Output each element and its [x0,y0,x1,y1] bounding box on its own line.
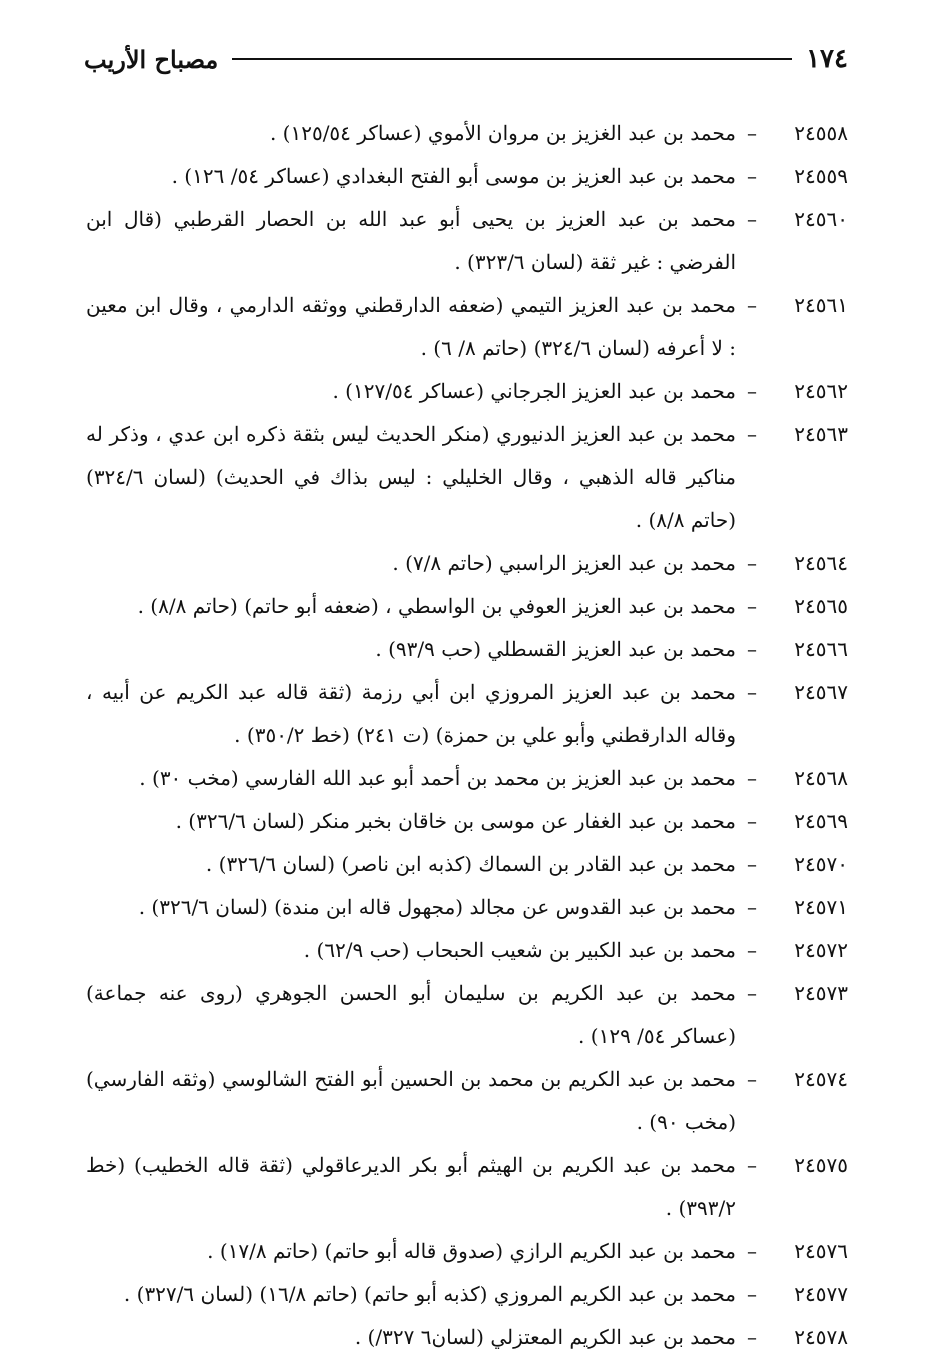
entry-number: ٢٤٥٧٧ [794,1282,848,1306]
entry-number: ٢٤٥٥٨ [794,121,848,145]
entry-number: ٢٤٥٧١ [794,895,848,919]
entry-dash: – [747,981,757,1005]
entry-dash: – [747,551,757,575]
entry-dash: – [747,293,757,317]
entry-dash: – [747,809,757,833]
entry-text: محمد بن عبد العزيز بن موسى أبو الفتح البغدادي (عساكر ٥٤/ ١٢٦) . [171,164,736,188]
entry-dash: – [747,852,757,876]
entry-number: ٢٤٥٧٤ [794,1067,848,1091]
book-title: مصباح الأريب [84,44,219,74]
entry-text: محمد بن عبد العزيز الجرجاني (عساكر ١٢٧/٥٤) . [332,379,736,403]
entry-text: محمد بن عبد القادر بن السماك (كذبه ابن ناصر) (لسان ٣٢٦/٦) . [205,852,736,876]
entry-text: محمد بن عبد الكريم الرازي (صدوق قاله أبو حاتم) (حاتم ١٧/٨) . [207,1239,736,1263]
entry-number: ٢٤٥٧٠ [794,852,848,876]
list-item [86,886,848,929]
entry-number: ٢٤٥٧٢ [794,938,848,962]
entry-dash: – [747,121,757,145]
entry-number: ٢٤٥٦٣ [794,422,848,446]
entry-number: ٢٤٥٧٦ [794,1239,848,1263]
list-item [86,929,848,972]
running-header [84,38,848,80]
entry-number: ٢٤٥٦٢ [794,379,848,403]
entry-dash: – [747,594,757,618]
header-rule [232,58,792,60]
page-number: ١٧٤ [806,44,848,74]
entry-text: محمد بن عبد العزيز القسطلي (حب ٩٣/٩) . [375,637,736,661]
entry-text: محمد بن عبد العزيز الراسبي (حاتم ٧/٨) . [392,551,736,575]
entry-dash: – [747,1282,757,1306]
entry-dash: – [747,766,757,790]
entry-dash: – [747,1067,757,1091]
list-item [86,757,848,800]
entry-text: محمد بن عبد العزيز بن محمد بن أحمد أبو عبد الله الفارسي (مخب ٣٠) . [139,766,736,790]
entry-number: ٢٤٥٦٠ [794,207,848,231]
entry-text: محمد بن عبد العزيز التيمي (ضعفه الدارقطني ووثقه الدارمي ، وقال ابن معين : لا أعرفه (لسان ٣٢٤/٦) (حاتم ٨/ ٦) . [86,293,736,360]
entry-text: محمد بن عبد الكريم بن الهيثم أبو بكر الديرعاقولي (ثقة قاله الخطيب) (خط ٣٩٣/٢) . [86,1153,736,1220]
entry-number: ٢٤٥٦٦ [794,637,848,661]
list-item [86,1316,848,1359]
entry-number: ٢٤٥٦٩ [794,809,848,833]
entry-dash: – [747,164,757,188]
entry-dash: – [747,207,757,231]
entry-dash: – [747,637,757,661]
entry-number: ٢٤٥٧٨ [794,1325,848,1349]
entry-number: ٢٤٥٦٤ [794,551,848,575]
entry-text: محمد بن عبد الغزيز بن مروان الأموي (عساكر ١٢٥/٥٤) . [269,121,736,145]
list-item [86,370,848,413]
entry-number: ٢٤٥٦٨ [794,766,848,790]
entry-number: ٢٤٥٧٥ [794,1153,848,1177]
list-item [86,284,848,370]
entry-text: محمد بن عبد العزيز بن يحيى أبو عبد الله بن الحصار القرطبي (قال ابن الفرضي : غير ثقة (لسان ٣٢٣/٦) . [86,207,736,274]
entry-number: ٢٤٥٦٥ [794,594,848,618]
list-item [86,628,848,671]
entry-text: محمد بن عبد الكريم بن سليمان أبو الحسن الجوهري (روى عنه جماعة) (عساكر ٥٤/ ١٢٩) . [86,981,736,1048]
entry-dash: – [747,379,757,403]
entry-dash: – [747,1325,757,1349]
list-item [86,542,848,585]
entry-text: محمد بن عبد العزيز المروزي ابن أبي رزمة (ثقة قاله عبد الكريم عن أبيه ، وقاله الدارقطني وأبو علي بن حمزة) (ت ٢٤١) (خط ٣٥٠/٢) . [86,680,736,747]
entry-text: محمد بن عبد الغفار عن موسى بن خاقان بخبر منكر (لسان ٣٢٦/٦) . [175,809,736,833]
list-item [86,671,848,757]
entry-text: محمد بن عبد القدوس عن مجالد (مجهول قاله ابن مندة) (لسان ٣٢٦/٦) . [138,895,736,919]
entry-number: ٢٤٥٥٩ [794,164,848,188]
entry-text: محمد بن عبد الكريم بن محمد بن الحسين أبو الفتح الشالوسي (وثقه الفارسي) (مخب ٩٠) . [86,1067,736,1134]
entry-number: ٢٤٥٦٧ [794,680,848,704]
entry-text: محمد بن عبد الكبير بن شعيب الحبحاب (حب ٦٢/٩) . [303,938,736,962]
list-item [86,155,848,198]
entry-list [86,112,848,1359]
entry-dash: – [747,895,757,919]
entry-dash: – [747,422,757,446]
entry-text: محمد بن عبد العزيز الدنيوري (منكر الحديث ليس بثقة ذكره ابن عدي ، وذكر له مناكير قاله الذهبي ، وقال الخليلي : ليس بذاك في الحديث) (لسان ٣٢٤/٦) (حاتم ٨/٨) . [86,422,736,532]
entry-dash: – [747,1239,757,1263]
entry-dash: – [747,938,757,962]
list-item [86,413,848,542]
entry-text: محمد بن عبد العزيز العوفي بن الواسطي ، (ضعفه أبو حاتم) (حاتم ٨/٨) . [137,594,736,618]
list-item [86,1230,848,1273]
list-item [86,112,848,155]
entry-text: محمد بن عبد الكريم المعتزلي (لسان٦ ٣٢٧/) . [354,1325,736,1349]
list-item [86,1144,848,1230]
list-item [86,843,848,886]
entry-dash: – [747,680,757,704]
entry-number: ٢٤٥٦١ [794,293,848,317]
list-item [86,198,848,284]
entry-text: محمد بن عبد الكريم المروزي (كذبه أبو حاتم) (حاتم ١٦/٨) (لسان ٣٢٧/٦) . [123,1282,736,1306]
list-item [86,585,848,628]
list-item [86,1058,848,1144]
entry-number: ٢٤٥٧٣ [794,981,848,1005]
entry-dash: – [747,1153,757,1177]
list-item [86,972,848,1058]
list-item [86,1273,848,1316]
list-item [86,800,848,843]
